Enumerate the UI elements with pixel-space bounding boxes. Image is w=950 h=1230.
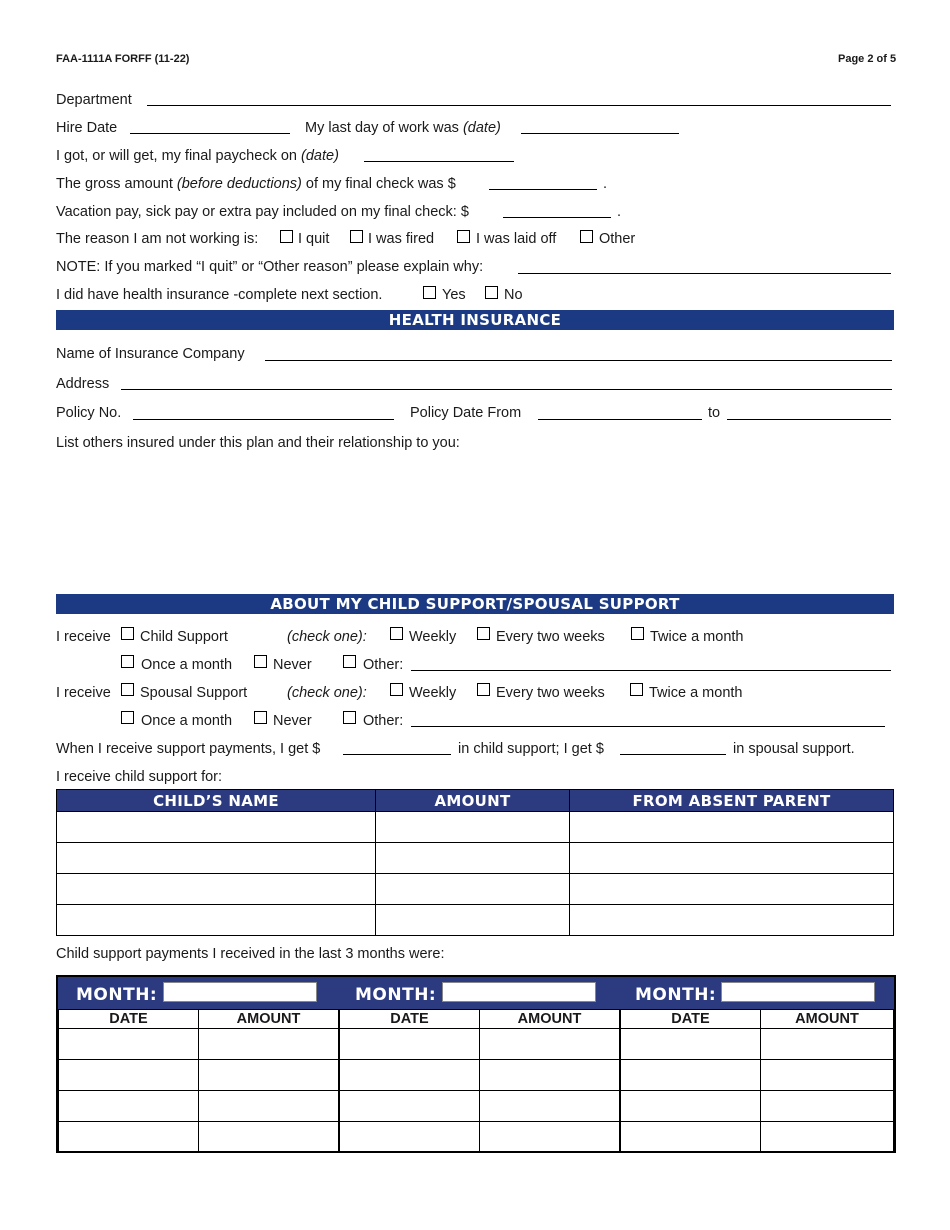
absent-parent-cell[interactable] [570, 874, 894, 905]
child-support-checkbox[interactable] [121, 627, 134, 640]
vacation-field[interactable] [503, 217, 611, 218]
date-cell[interactable] [620, 1091, 761, 1122]
month-input-2[interactable] [442, 982, 596, 1002]
amount-cell[interactable] [480, 1122, 621, 1153]
amount-header-1: AMOUNT [199, 1010, 340, 1029]
absent-parent-cell[interactable] [570, 812, 894, 843]
child-weekly-checkbox[interactable] [390, 627, 403, 640]
amount-cell[interactable] [376, 843, 570, 874]
child-twice-a-month-checkbox[interactable] [631, 627, 644, 640]
child-other-label: Other: [363, 657, 404, 673]
quit-label: I quit [298, 231, 330, 247]
payments-label-a: When I receive support payments, I get $ [56, 741, 321, 757]
table-row [57, 874, 894, 905]
child-for-label: I receive child support for: [56, 769, 223, 785]
spousal-amount-field[interactable] [620, 754, 726, 755]
absent-parent-cell[interactable] [570, 843, 894, 874]
payments-label-b: in child support; I get $ [458, 741, 604, 757]
gross-text-a: The gross amount [56, 176, 173, 192]
table-row [59, 1091, 894, 1122]
spousal-never-label: Never [273, 713, 312, 729]
amount-header: AMOUNT [376, 790, 570, 812]
spousal-weekly-label: Weekly [409, 685, 457, 701]
amount-cell[interactable] [376, 905, 570, 936]
support-title: ABOUT MY CHILD SUPPORT/SPOUSAL SUPPORT [56, 594, 894, 614]
health-no-label: No [504, 287, 523, 303]
child-name-header: CHILD’S NAME [57, 790, 376, 812]
date-cell[interactable] [59, 1060, 199, 1091]
last-day-text: My last day of work was [305, 120, 459, 136]
table-row [57, 843, 894, 874]
amount-cell[interactable] [761, 1122, 894, 1153]
department-label: Department [56, 92, 132, 108]
note-label: NOTE: If you marked “I quit” or “Other reason” please explain why: [56, 259, 484, 275]
date-cell[interactable] [339, 1091, 480, 1122]
child-amount-field[interactable] [343, 754, 451, 755]
policy-to-label: to [708, 405, 721, 421]
date-cell[interactable] [620, 1029, 761, 1060]
monthly-payments-table [56, 975, 896, 1153]
absent-parent-cell[interactable] [570, 905, 894, 936]
laid-off-checkbox[interactable] [457, 230, 470, 243]
policy-no-label: Policy No. [56, 405, 122, 421]
child-check-one: (check one): [287, 629, 367, 645]
spousal-check-one: (check one): [287, 685, 367, 701]
child-other-field[interactable] [411, 670, 891, 671]
last-day-label [305, 120, 501, 136]
amount-cell[interactable] [199, 1060, 340, 1091]
final-paycheck-label [56, 148, 339, 164]
date-cell[interactable] [59, 1122, 199, 1153]
policy-to-field[interactable] [727, 419, 891, 420]
absent-parent-header: FROM ABSENT PARENT [570, 790, 894, 812]
child-name-cell[interactable] [57, 812, 376, 843]
final-paycheck-field[interactable] [364, 161, 514, 162]
spousal-support-label: Spousal Support [140, 685, 248, 701]
month-header-bar [58, 977, 894, 1009]
amount-header-2: AMOUNT [480, 1010, 621, 1029]
gross-amount-field[interactable] [489, 189, 597, 190]
hire-date-label: Hire Date [56, 120, 118, 136]
amount-cell[interactable] [480, 1060, 621, 1091]
amount-cell[interactable] [376, 874, 570, 905]
spousal-once-a-month-checkbox[interactable] [121, 711, 134, 724]
gross-period: . [603, 176, 608, 192]
gross-text-italic: (before deductions) [176, 176, 302, 192]
date-cell[interactable] [339, 1029, 480, 1060]
table-row [59, 1060, 894, 1091]
spousal-never-checkbox[interactable] [254, 711, 267, 724]
policy-from-field[interactable] [538, 419, 702, 420]
amount-cell[interactable] [199, 1122, 340, 1153]
child-receive-label: I receive [56, 629, 111, 645]
spousal-other-field[interactable] [411, 726, 885, 727]
child-name-cell[interactable] [57, 874, 376, 905]
child-twice-a-month-label: Twice a month [650, 629, 744, 645]
spousal-every-two-weeks-checkbox[interactable] [477, 683, 490, 696]
policy-from-label: Policy Date From [410, 405, 522, 421]
child-name-cell[interactable] [57, 843, 376, 874]
monthly-grid [58, 1009, 894, 1153]
date-header-3: DATE [620, 1010, 761, 1029]
child-once-a-month-label: Once a month [141, 657, 233, 673]
date-cell[interactable] [59, 1091, 199, 1122]
department-field[interactable] [147, 105, 891, 106]
health-yes-checkbox[interactable] [423, 286, 436, 299]
child-other-checkbox[interactable] [343, 655, 356, 668]
payments-label-c: in spousal support. [733, 741, 855, 757]
date-header-1: DATE [59, 1010, 199, 1029]
month-input-1[interactable] [163, 982, 317, 1002]
amount-cell[interactable] [480, 1029, 621, 1060]
child-never-checkbox[interactable] [254, 655, 267, 668]
last3-label: Child support payments I received in the last 3 months were: [56, 946, 445, 962]
address-label: Address [56, 376, 110, 392]
children-table [56, 789, 894, 936]
spousal-weekly-checkbox[interactable] [390, 683, 403, 696]
other-reason-label: Other [599, 231, 636, 247]
health-label: I did have health insurance -complete next section. [56, 287, 383, 303]
quit-checkbox[interactable] [280, 230, 293, 243]
fired-label: I was fired [368, 231, 435, 247]
month-input-3[interactable] [721, 982, 875, 1002]
spousal-other-label: Other: [363, 713, 404, 729]
table-row [59, 1122, 894, 1153]
health-yes-label: Yes [442, 287, 466, 303]
explain-field[interactable] [518, 273, 891, 274]
amount-cell[interactable] [480, 1091, 621, 1122]
amount-cell[interactable] [199, 1091, 340, 1122]
amount-cell[interactable] [761, 1060, 894, 1091]
others-label: List others insured under this plan and their relationship to you: [56, 435, 460, 451]
child-every-two-weeks-checkbox[interactable] [477, 627, 490, 640]
date-cell[interactable] [59, 1029, 199, 1060]
amount-cell[interactable] [376, 812, 570, 843]
other-reason-checkbox[interactable] [580, 230, 593, 243]
table-row [59, 1029, 894, 1060]
date-cell[interactable] [620, 1060, 761, 1091]
policy-no-field[interactable] [133, 419, 394, 420]
child-once-a-month-checkbox[interactable] [121, 655, 134, 668]
reason-label: The reason I am not working is: [56, 231, 259, 247]
spousal-support-checkbox[interactable] [121, 683, 134, 696]
page-number: Page 2 of 5 [838, 53, 897, 65]
address-field[interactable] [121, 389, 892, 390]
spousal-once-a-month-label: Once a month [141, 713, 233, 729]
spousal-twice-a-month-label: Twice a month [649, 685, 743, 701]
final-paycheck-text: I got, or will get, my final paycheck on [56, 148, 297, 164]
date-hint: (date) [462, 120, 501, 136]
form-id: FAA-1111A FORFF (11-22) [56, 53, 190, 65]
last-day-field[interactable] [521, 133, 679, 134]
gross-amount-label [56, 176, 456, 192]
spousal-other-checkbox[interactable] [343, 711, 356, 724]
health-insurance-title: HEALTH INSURANCE [56, 310, 894, 330]
health-no-checkbox[interactable] [485, 286, 498, 299]
child-every-two-weeks-label: Every two weeks [496, 629, 605, 645]
month-label-2: MONTH: [355, 985, 437, 1005]
date-cell[interactable] [339, 1122, 480, 1153]
child-weekly-label: Weekly [409, 629, 457, 645]
date-cell[interactable] [339, 1060, 480, 1091]
date-hint: (date) [301, 148, 339, 164]
amount-cell[interactable] [199, 1029, 340, 1060]
fired-checkbox[interactable] [350, 230, 363, 243]
month-label-3: MONTH: [635, 985, 717, 1005]
vacation-label: Vacation pay, sick pay or extra pay included on my final check: $ [56, 204, 469, 220]
spousal-receive-label: I receive [56, 685, 111, 701]
company-field[interactable] [265, 360, 892, 361]
laid-off-label: I was laid off [476, 231, 557, 247]
amount-cell[interactable] [761, 1029, 894, 1060]
hire-date-field[interactable] [130, 133, 290, 134]
others-area[interactable] [56, 455, 892, 585]
table-row [57, 812, 894, 843]
child-name-cell[interactable] [57, 905, 376, 936]
date-cell[interactable] [620, 1122, 761, 1153]
month-label-1: MONTH: [76, 985, 158, 1005]
company-label: Name of Insurance Company [56, 346, 245, 362]
spousal-every-two-weeks-label: Every two weeks [496, 685, 605, 701]
spousal-twice-a-month-checkbox[interactable] [630, 683, 643, 696]
child-support-label: Child Support [140, 629, 228, 645]
date-header-2: DATE [339, 1010, 480, 1029]
gross-text-b: of my final check was $ [305, 176, 456, 192]
vacation-period: . [617, 204, 622, 220]
amount-header-3: AMOUNT [761, 1010, 894, 1029]
table-row [57, 905, 894, 936]
amount-cell[interactable] [761, 1091, 894, 1122]
child-never-label: Never [273, 657, 312, 673]
